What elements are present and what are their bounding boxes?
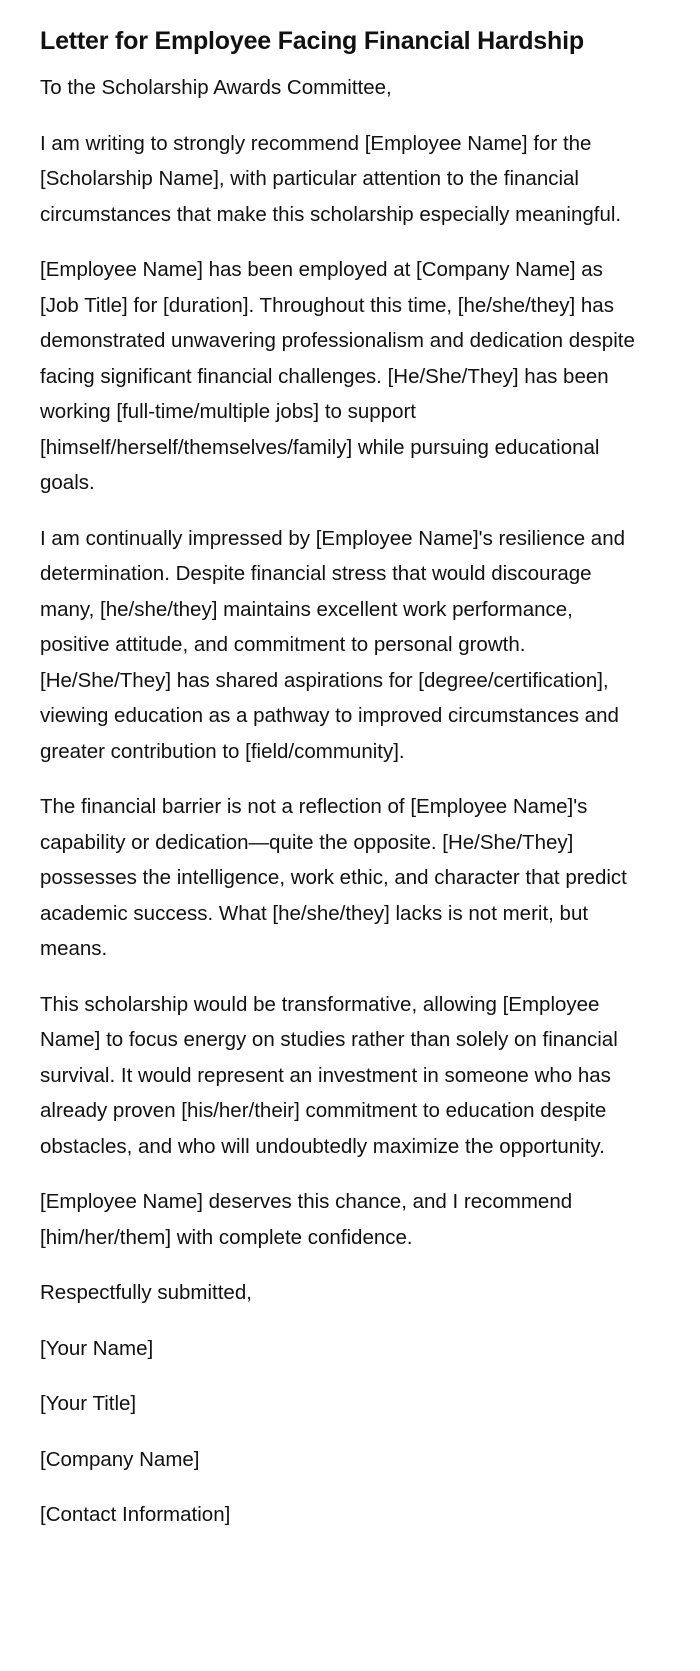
signature-title: [Your Title] [40,1392,137,1415]
signature-company: [Company Name] [40,1447,200,1471]
signature-block [40,1331,640,1533]
salutation: To the Scholarship Awards Committee, [40,76,392,99]
letter-title: Letter for Employee Facing Financial Hardship [40,27,584,55]
body-paragraph-4: The financial barrier is not a reflection of [Employee Name]'s capability or dedication—quite the opposite. [He/She/They] possesses the intelligence, work ethic, and character that predict academic success. What [he/she/they] lacks is not merit, but means. [40,795,627,960]
body-paragraph-5: This scholarship would be transformative, allowing [Employee Name] to focus energy on studies rather than solely on financial survival. It would represent an investment in someone who has already proven [his/her/their] commitment to education despite obstacles, and who will undoubtedly maximize the opportunity. [40,992,618,1158]
signature-contact: [Contact Information] [40,1503,231,1526]
body-paragraph-1: I am writing to strongly recommend [Employee Name] for the [Scholarship Name], with particular attention to the financial circumstances that make this scholarship especially meaningful. [40,131,622,226]
body-paragraph-6: [Employee Name] deserves this chance, and I recommend [him/her/them] with complete confidence. [40,1190,573,1249]
body-paragraph-2: [Employee Name] has been employed at [Company Name] as [Job Title] for [duration]. Throughout this time, [he/she/they] has demonstrated unwavering professionalism and dedication despite facing significant financial challenges. [He/She/They] has been working [full-time/multiple jobs] to support [himself/herself/themselves/family] while pursuing educational goals. [40,258,635,494]
closing: Respectfully submitted, [40,1281,252,1304]
signature-name: [Your Name] [40,1336,154,1360]
body-paragraph-3: I am continually impressed by [Employee Name]'s resilience and determination. Despite financial stress that would discourage many, [he/she/they] maintains excellent work performance, positive attitude, and commitment to personal growth. [He/She/They] has shared aspirations for [degree/certification], viewing education as a pathway to improved circumstances and greater contribution to [field/community]. [40,526,626,763]
